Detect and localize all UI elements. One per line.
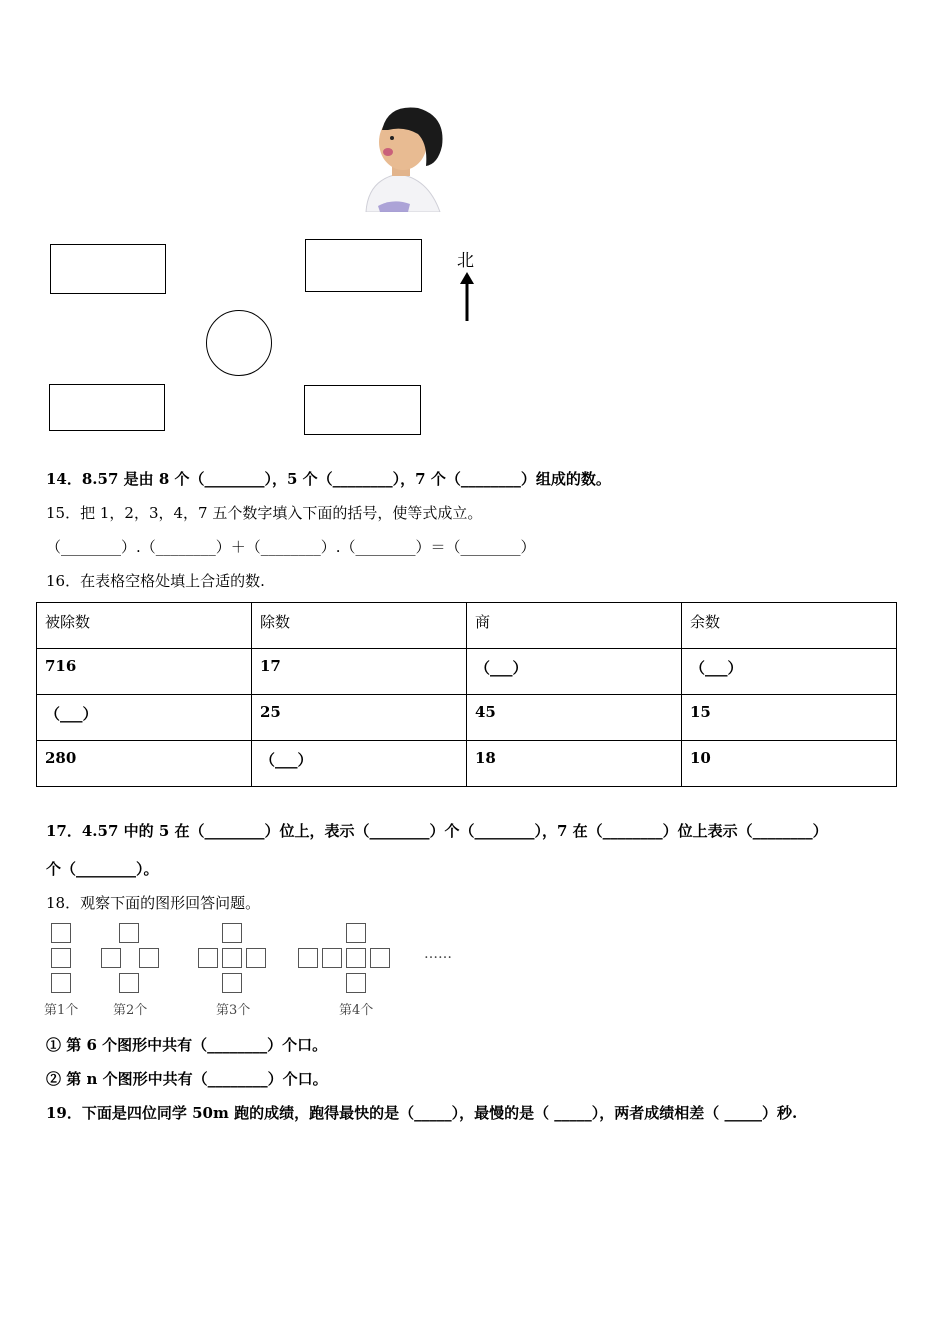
north-label: 北	[457, 251, 474, 271]
rect-top-left	[50, 244, 166, 294]
pattern-square	[346, 948, 366, 968]
rect-bottom-right	[304, 385, 421, 435]
pattern-square	[51, 973, 71, 993]
q18-sub2: ② 第 n 个图形中共有（________）个口。	[46, 1070, 328, 1088]
table-cell: （___）	[682, 649, 897, 695]
table-cell: （___）	[467, 649, 682, 695]
table-cell: （___）	[252, 741, 467, 787]
table-header: 除数	[252, 603, 467, 649]
q15-equation: （________）.（________）＋（________）.（________）＝（________）	[46, 538, 536, 556]
table-header-row	[37, 603, 897, 649]
table-cell: （___）	[37, 695, 252, 741]
table-cell: 716	[37, 649, 252, 695]
q17-line1: 17．4.57 中的 5 在（________）位上，表示（________）个（________），7 在（________）位上表示（________）	[46, 822, 828, 840]
pattern-square	[246, 948, 266, 968]
pattern-ellipsis: ……	[424, 946, 452, 962]
table-cell: 18	[467, 741, 682, 787]
pattern-square	[222, 973, 242, 993]
table-header: 余数	[682, 603, 897, 649]
q14-text: 14．8.57 是由 8 个（________），5 个（________），7 个（________）组成的数。	[46, 470, 611, 488]
figure-caption: 第3个	[216, 1003, 251, 1018]
q15-text: 15．把 1，2，3，4，7 五个数字填入下面的括号，使等式成立。	[46, 504, 483, 522]
pattern-square	[139, 948, 159, 968]
figure-caption: 第1个	[44, 1003, 79, 1018]
pattern-square	[119, 923, 139, 943]
table-row	[37, 695, 897, 741]
pattern-square	[322, 948, 342, 968]
table-cell: 10	[682, 741, 897, 787]
q19-text: 19．下面是四位同学 50m 跑的成绩，跑得最快的是（_____），最慢的是（ _____），两者成绩相差（ _____）秒.	[46, 1104, 798, 1122]
q18-title: 18．观察下面的图形回答问题。	[46, 894, 261, 912]
table-cell: 17	[252, 649, 467, 695]
pattern-square	[51, 948, 71, 968]
pattern-square	[222, 923, 242, 943]
table-header: 被除数	[37, 603, 252, 649]
table-row	[37, 741, 897, 787]
pattern-square	[51, 923, 71, 943]
q17-line2: 个（________）。	[46, 860, 159, 878]
table-cell: 15	[682, 695, 897, 741]
rect-bottom-left	[49, 384, 165, 431]
pattern-square	[101, 948, 121, 968]
table-cell: 45	[467, 695, 682, 741]
rect-top-right	[305, 239, 422, 292]
table-header: 商	[467, 603, 682, 649]
pattern-square	[198, 948, 218, 968]
north-arrow-icon	[459, 272, 475, 322]
pattern-square	[346, 923, 366, 943]
q16-title: 16．在表格空格处填上合适的数.	[46, 572, 265, 590]
table-cell: 25	[252, 695, 467, 741]
table-row	[37, 649, 897, 695]
table-cell: 280	[37, 741, 252, 787]
figure-caption: 第4个	[339, 1003, 374, 1018]
figure-caption: 第2个	[113, 1003, 148, 1018]
q16-table	[36, 602, 897, 787]
pattern-square	[298, 948, 318, 968]
pattern-square	[222, 948, 242, 968]
q18-sub1: ① 第 6 个图形中共有（________）个口。	[46, 1036, 328, 1054]
pattern-figures	[0, 920, 950, 1020]
pattern-square	[370, 948, 390, 968]
pattern-square	[119, 973, 139, 993]
pattern-square	[346, 973, 366, 993]
child-photo	[348, 100, 448, 212]
center-circle	[206, 310, 272, 376]
